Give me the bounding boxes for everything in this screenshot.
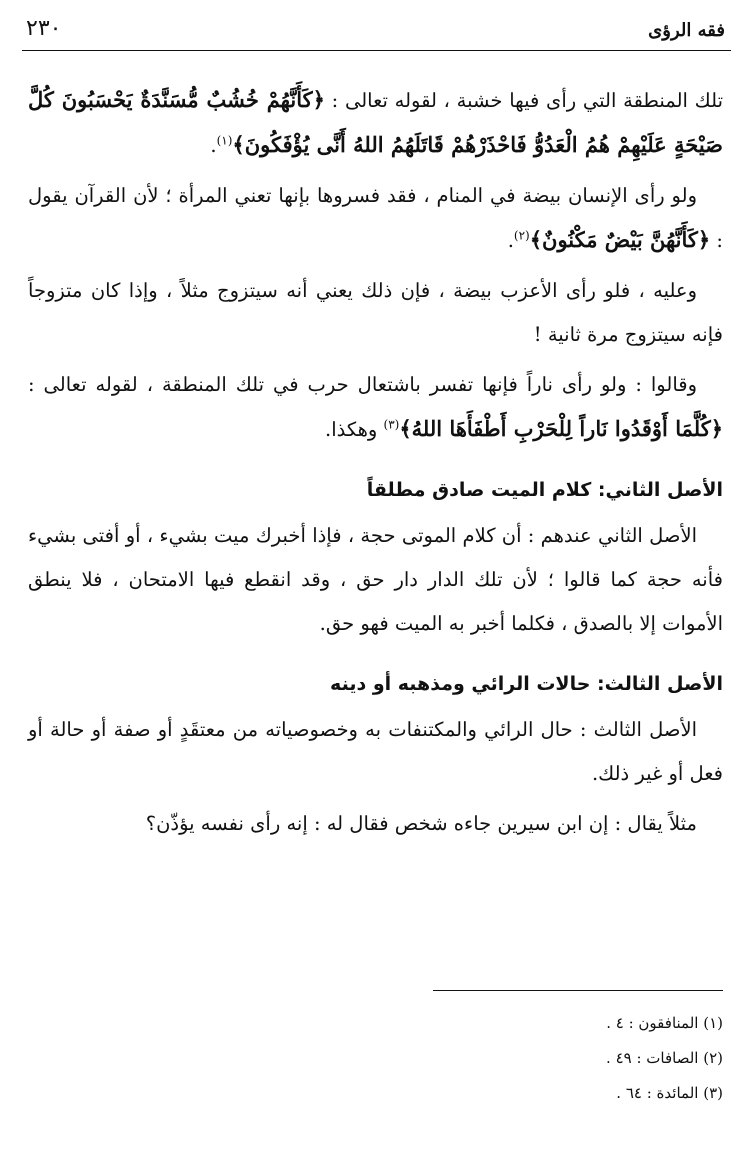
paragraph-wood xyxy=(28,78,723,168)
footnote-item: (٣) المائدة : ٦٤ . xyxy=(616,1084,723,1102)
paragraph-fire xyxy=(28,363,723,452)
footnote-item: (٢) الصافات : ٤٩ . xyxy=(606,1049,723,1067)
quran-verse: ﴿كُلَّمَا أَوْقَدُوا نَاراً لِلْحَرْبِ أَطْفَأَهَا اللهُ﴾ xyxy=(399,416,723,441)
paragraph-third-principle: الأصل الثالث : حال الرائي والمكتنفات به وخصوصياته من معتقَدٍ أو صفة أو حالة أو فعل أو غير ذلك. xyxy=(28,718,723,785)
quran-verse: ﴿كَأَنَّهُمْ خُشُبٌ مُّسَنَّدَةٌ يَحْسَبُونَ كُلَّ صَيْحَةٍ عَلَيْهِمْ هُمُ الْعَدُوُّ فَاحْذَرْهُمْ قَاتَلَهُمُ اللهُ أَنَّى يُؤْفَكُونَ﴾ xyxy=(28,87,723,157)
paragraph-example: مثلاً يقال : إن ابن سيرين جاءه شخص فقال له : إنه رأى نفسه يؤذّن؟ xyxy=(145,812,697,835)
paragraph-text: وهكذا. xyxy=(325,418,384,441)
running-title: فقه الرؤى xyxy=(648,20,725,41)
paragraph-text: ولو رأى الإنسان بيضة في المنام ، فقد فسروها بإنها تعني المرأة ؛ لأن القرآن يقول : xyxy=(28,184,723,252)
footnote-item: (١) المنافقون : ٤ . xyxy=(606,1014,723,1032)
paragraph-egg xyxy=(28,174,723,263)
quran-verse: ﴿كَأَنَّهُنَّ بَيْضٌ مَكْنُونٌ﴾ xyxy=(529,227,711,252)
footnote-ref: (١) xyxy=(216,133,233,148)
footnote-separator xyxy=(433,990,723,991)
paragraph-text: تلك المنطقة التي رأى فيها خشبة ، لقوله تعالى : xyxy=(324,89,723,112)
paragraph-bachelor: وعليه ، فلو رأى الأعزب بيضة ، فإن ذلك يعني أنه سيتزوج مثلاً ، وإذا كان متزوجاً فإنه سيتزوج مرة ثانية ! xyxy=(28,279,723,346)
main-text xyxy=(28,78,723,846)
paragraph-second-principle: الأصل الثاني عندهم : أن كلام الموتى حجة ، فإذا أخبرك ميت بشيء ، أو أفتى بشيء فأنه حجة كما قالوا ؛ لأن تلك الدار دار حق ، وقد انقطع فيها الامتحان ، فلا ينطق الأموات إلا بالصدق ، فكلما أخبر به الميت فهو حق. xyxy=(28,524,723,635)
section-heading-second-principle: الأصل الثاني: كلام الميت صادق مطلقاً xyxy=(366,479,723,501)
section-heading-third-principle: الأصل الثالث: حالات الرائي ومذهبه أو دينه xyxy=(330,673,723,695)
footnotes xyxy=(28,1006,723,1111)
footnote-ref: (٣) xyxy=(383,417,400,432)
punctuation: . xyxy=(210,134,217,157)
page-header xyxy=(22,14,731,51)
page-number: ٢٣٠ xyxy=(26,16,62,41)
punctuation: . xyxy=(507,229,514,252)
paragraph-text: وقالوا : ولو رأى ناراً فإنها تفسر باشتعال حرب في تلك المنطقة ، لقوله تعالى : xyxy=(28,373,697,396)
footnote-ref: (٢) xyxy=(513,228,530,243)
